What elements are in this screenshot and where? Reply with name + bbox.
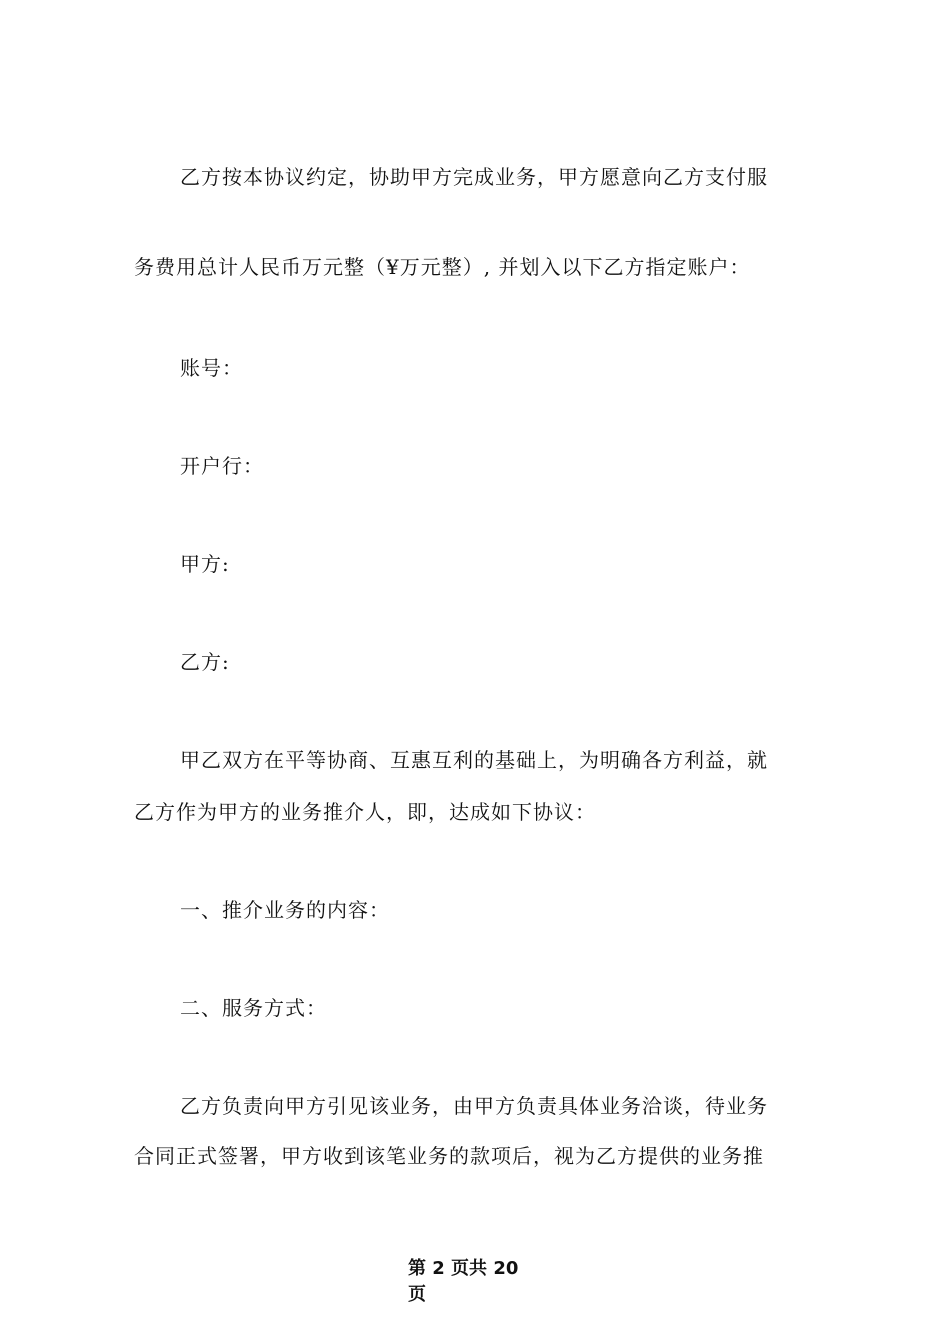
paragraph-line: 合同正式签署，甲方收到该笔业务的款项后，视为乙方提供的业务推 <box>134 1144 764 1168</box>
paragraph-line: 乙方负责向甲方引见该业务，由甲方负责具体业务洽谈，待业务 <box>180 1094 768 1118</box>
page-number-footer <box>408 1256 548 1308</box>
page-number-line-1: 第 2 页共 20 <box>408 1258 519 1279</box>
party-b-label: 乙方: <box>180 650 230 674</box>
section-heading: 一、推介业务的内容： <box>180 898 390 922</box>
party-a-label: 甲方: <box>180 552 230 576</box>
account-number-label: 账号： <box>180 356 243 380</box>
page-number-line-2: 页 <box>408 1284 426 1305</box>
paragraph-line: 乙方按本协议约定，协助甲方完成业务，甲方愿意向乙方支付服 <box>180 165 768 189</box>
paragraph-line: 甲乙双方在平等协商、互惠互利的基础上，为明确各方利益，就 <box>180 748 768 772</box>
paragraph-line: 务费用总计人民币万元整（¥万元整）, 并划入以下乙方指定账户： <box>134 255 751 279</box>
section-heading: 二、服务方式： <box>180 996 327 1020</box>
bank-label: 开户行： <box>180 454 264 478</box>
paragraph-line: 乙方作为甲方的业务推介人，即，达成如下协议： <box>134 800 596 824</box>
